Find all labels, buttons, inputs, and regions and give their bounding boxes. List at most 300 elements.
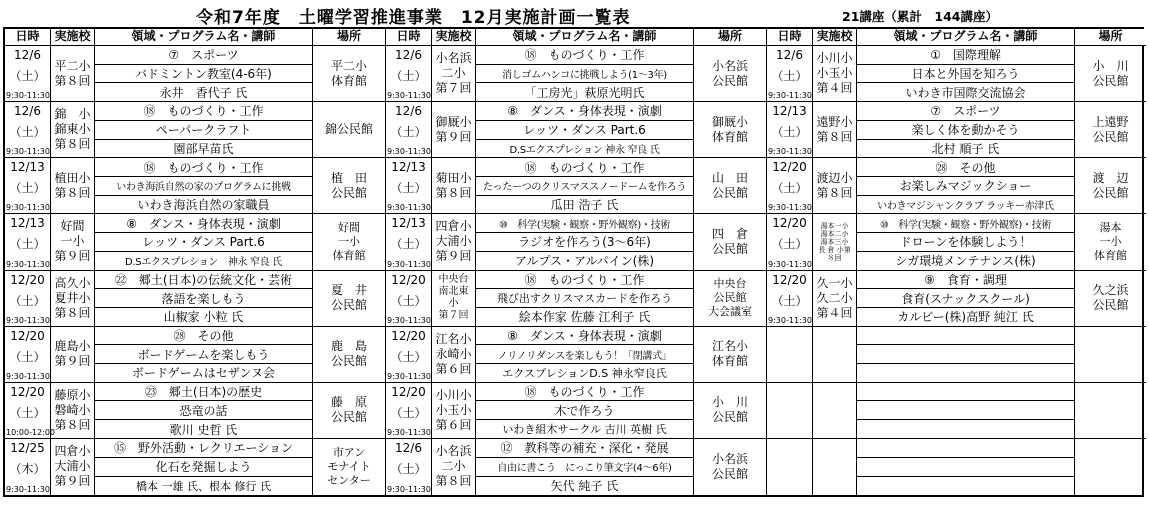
entry-place [313,158,385,213]
school-line: 錦東小 [54,122,91,137]
school-line: 永崎小 [435,346,472,361]
program-title: 恐竜の話 [95,401,312,420]
time-text: 9:30-11:30 [6,91,50,101]
place-line: 一小 [1099,234,1122,248]
date-text: 12/13 [391,160,426,175]
program-title: レッツ・ダンス Part.6 [95,233,312,252]
empty-school [813,327,857,382]
program-instructor: 「工房光」萩原光明氏 [524,85,645,100]
entry-date [767,214,813,269]
program-title: 落語を楽しもう [95,289,312,308]
schedule-cell [5,327,386,383]
empty-place [1075,383,1146,438]
place-line: 小名浜 [711,451,748,466]
entry-school [51,46,95,101]
entry-date [386,271,432,326]
header-school: 実施校 [51,29,95,45]
time-text: 9:30-11:30 [6,147,50,157]
place-line: 体育館 [332,248,366,262]
entry-place [313,383,385,438]
program-instructor: 矢代 純子 氏 [550,479,619,494]
program-instructor: 北村 順子 氏 [931,141,1000,156]
program-instructor: いわきマジシャンクラブ ラッキー赤津氏 [877,201,1054,212]
entry-date [386,439,432,495]
program-field: ⑨ 食育・調理 [857,271,1074,290]
weekday-text: （木） [9,461,46,476]
time-text: 9:30-11:30 [387,427,431,437]
place-line: 公民館 [330,185,367,200]
header-col-2 [386,29,767,46]
entry-place [313,214,385,269]
program-title: 飛び出すクリスマスカードを作ろう [476,289,693,308]
time-text: 9:30-11:30 [768,147,812,157]
school-line: 久一小 [816,275,853,290]
program-instructor: いわき市国際交流協会 [905,85,1026,100]
program-instructor: 瓜田 浩子 氏 [550,198,619,212]
school-line: 藤原小 [54,387,91,402]
date-text: 12/25 [10,440,45,455]
entry-school [432,271,476,326]
place-line: モナイト [327,459,371,473]
program-title: いわき海浜自然の家のプログラムに挑戦 [95,177,312,196]
date-text: 12/13 [772,104,807,119]
date-text: 12/6 [14,48,41,62]
entry-place [694,327,766,382]
program-field: ㉘ その他 [857,158,1074,177]
entry-school [813,102,857,157]
entry-place [1075,214,1146,269]
school-line: 第８回 [435,185,472,200]
entry-place [1075,158,1146,213]
program-field: ⑱ ものづくり・工作 [476,46,693,65]
weekday-text: （土） [771,181,808,196]
course-total: 21講座（累計 144講座） [842,9,998,24]
entry-program [476,327,694,382]
schedule-cell [5,46,386,102]
school-line: 一小 [60,234,85,249]
place-line: センター [327,473,371,487]
entry-program [95,214,313,269]
school-line: 南北東 [438,286,469,298]
entry-school [51,271,95,326]
school-line: 湯本二小 [820,229,849,238]
program-instructor: 永井 香代子 氏 [159,85,248,100]
program-field: ⑱ ものづくり・工作 [476,383,693,402]
entry-school [432,383,476,438]
entry-program [476,158,694,213]
entry-program [95,102,313,157]
school-line: 第８回 [54,73,91,88]
place-line: 体育館 [711,354,748,369]
schedule-cell [767,383,1146,439]
schedule-entry [5,214,385,269]
schedule-cell [767,214,1146,270]
weekday-text: （土） [390,237,427,252]
entry-program [857,214,1075,269]
entry-program [476,383,694,438]
entry-date [5,271,51,326]
program-instructor: エクスプレションD.S 神永窄良氏 [502,366,667,380]
program-title: 食育(スナックスクール) [857,289,1074,308]
schedule-cell [386,46,767,102]
school-line: 夏井小 [54,290,91,305]
entry-place [694,271,766,326]
schedule-cell [767,439,1146,495]
school-line: 江名小 [435,331,472,346]
page-title: 令和7年度 土曜学習推進事業 12月実施計画一覧表 [196,8,631,28]
program-field: ⑱ ものづくり・工作 [476,271,693,290]
weekday-text: （土） [9,237,46,252]
program-title: レッツ・ダンス Part.6 [476,121,693,140]
header-program: 領域・プログラム名・講師 [476,29,694,45]
place-line: 公民館 [711,185,748,200]
place-line: 公民館 [711,410,748,425]
schedule-cell [386,102,767,158]
school-line: 菊田小 [435,170,472,185]
place-line: 山 田 [711,170,748,185]
weekday-text: （土） [9,69,46,83]
date-text: 12/20 [772,216,807,231]
entry-date [767,102,813,157]
school-line: 第６回 [435,361,472,376]
empty-entry [767,439,1146,495]
school-line: 第８回 [54,417,91,432]
school-line: 二小 [441,66,466,81]
place-line: 公民館 [330,354,367,369]
entry-place [313,439,385,495]
entry-school [432,158,476,213]
school-line: 好間 [60,219,85,234]
empty-line [857,327,1074,346]
school-line: 第７回 [435,81,472,96]
school-line: 大浦小 [435,234,472,249]
entry-date [386,46,432,101]
place-line: 公民館 [713,291,747,305]
header-col-3 [767,29,1146,46]
school-line: 湯本三小 [820,237,849,246]
entry-date [767,271,813,326]
place-line: 上遠野 [1092,114,1129,129]
empty-entry [767,383,1146,438]
schedule-cell [5,102,386,158]
place-line: 公民館 [330,410,367,425]
schedule-entry [5,271,385,326]
schedule-entry [5,327,385,382]
weekday-text: （土） [771,69,808,83]
school-line: 御厩小 [435,114,472,129]
school-line: 小川小 [816,51,853,66]
entry-program [95,158,313,213]
school-line: 四倉小 [54,444,91,459]
program-title: ボードゲームを楽しもう [95,345,312,364]
empty-line [857,401,1074,420]
time-text: 10:00-12:00 [6,427,55,437]
program-field: ㉓ 郷土(日本)の歴史 [95,383,312,402]
program-title: たったーつのクリスマススノードームを作ろう [476,177,693,196]
place-line: 公民館 [1092,129,1129,144]
empty-school [813,383,857,438]
place-line: 公民館 [1092,298,1129,313]
entry-school [51,102,95,157]
entry-school [813,271,857,326]
school-line: 久二小 [816,290,853,305]
school-line: 第９回 [54,354,91,369]
schedule-entry [386,439,766,495]
school-line: 第４回 [816,81,853,96]
header-program: 領域・プログラム名・講師 [95,29,313,45]
date-text: 12/20 [772,272,807,287]
weekday-text: （土） [9,181,46,196]
schedule-cell [767,102,1146,158]
program-field: ⑮ 野外活動・レクリエーション [95,439,312,458]
school-line: 第８回 [54,185,91,200]
empty-line [857,420,1074,438]
entry-date [767,158,813,213]
schedule-entry [5,46,385,101]
school-line: 二小 [441,459,466,474]
place-line: 植 田 [330,170,367,185]
program-field: ⑱ ものづくり・工作 [95,102,312,121]
school-line: 第９回 [54,249,91,264]
entry-place [694,158,766,213]
place-line: 公民館 [711,466,748,481]
empty-place [1075,327,1146,382]
empty-line [857,439,1074,458]
entry-school [432,46,476,101]
place-line: 体育館 [1094,248,1127,262]
school-line: ８回 [827,253,842,262]
program-field: ⑦ スポーツ [95,46,312,65]
weekday-text: （土） [9,125,46,140]
entry-school [51,439,95,495]
empty-line [857,383,1074,402]
school-line: 第８回 [54,305,91,320]
empty-entry [767,327,1146,382]
entry-school [432,327,476,382]
place-line: 中央台 [713,277,747,291]
schedule-cell [5,271,386,327]
time-text: 9:30-11:30 [6,259,50,269]
empty-place [1075,439,1146,495]
program-field: ㉒ 郷土(日本)の伝統文化・芸術 [95,271,312,290]
program-instructor: いわき海浜自然の家職員 [137,198,270,212]
schedule-entry [5,383,385,438]
program-title: 木で作ろう [476,401,693,420]
place-line: 市アン [332,445,366,459]
school-line: 第４回 [816,305,853,320]
weekday-text: （土） [771,125,808,140]
place-line: 錦公民館 [324,122,373,137]
date-text: 12/13 [10,216,45,231]
schedule-entry [5,439,385,495]
schedule-cell [5,383,386,439]
time-text: 9:30-11:30 [6,371,50,381]
schedule-entry [386,214,766,269]
program-field: ⑧ ダンス・身体表現・演劇 [95,214,312,233]
schedule-cell [767,327,1146,383]
weekday-text: （土） [771,293,808,308]
schedule-cell [386,214,767,270]
school-line: 平二小 [54,58,91,73]
program-instructor: 歌川 史哲 氏 [169,422,238,437]
school-line: 中央台 [438,274,469,286]
weekday-text: （土） [390,405,427,420]
header-place: 場所 [336,29,361,43]
schedule-cell [386,271,767,327]
program-field: ⑧ ダンス・身体表現・演劇 [476,102,693,121]
date-text: 12/20 [772,160,807,175]
entry-place [313,102,385,157]
schedule-cell [386,383,767,439]
date-text: 12/6 [395,104,422,119]
entry-school [432,102,476,157]
entry-date [5,439,51,495]
schedule-entry [386,383,766,438]
entry-school [51,214,95,269]
entry-school [813,158,857,213]
entry-program [857,158,1075,213]
program-title: 自由に書こう にっこり筆文字(4～6年) [476,458,693,477]
place-line: 久之浜 [1092,283,1129,298]
date-text: 12/13 [10,160,45,175]
school-line: 錦 小 [54,107,91,122]
entry-place [694,214,766,269]
place-line: 湯本 [1099,220,1122,234]
weekday-text: （土） [390,125,427,140]
school-line: 小玉小 [435,402,472,417]
entry-date [5,214,51,269]
time-text: 9:30-11:30 [387,91,431,101]
entry-date [386,383,432,438]
schedule-entry [386,158,766,213]
school-line: 第８回 [54,137,91,152]
schedule-table [3,27,1144,497]
header-date: 日時 [767,29,813,45]
place-line: 公民館 [711,73,748,88]
date-text: 12/20 [10,384,45,399]
date-text: 12/13 [391,216,426,231]
entry-date [5,327,51,382]
entry-date [386,327,432,382]
program-field: ① 国際理解 [857,46,1074,65]
empty-school [813,439,857,495]
entry-place [313,271,385,326]
weekday-text: （土） [9,349,46,364]
empty-date [767,327,813,382]
entry-place [1075,102,1146,157]
date-text: 12/20 [391,272,426,287]
time-text: 9:30-11:30 [387,371,431,381]
place-line: 小名浜 [711,58,748,73]
entry-school [51,383,95,438]
schedule-entry [5,102,385,157]
place-line: 体育館 [330,73,367,88]
entry-date [767,46,813,101]
weekday-text: （土） [390,181,427,196]
program-title: ドローンを体験しよう！ [857,233,1074,252]
time-text: 9:30-11:30 [768,259,812,269]
weekday-text: （土） [390,349,427,364]
schedule-cell [386,158,767,214]
place-line: 小 川 [711,395,748,410]
school-line: 第８回 [435,474,472,489]
entry-program [476,102,694,157]
schedule-entry [767,158,1146,213]
schedule-entry [767,46,1146,101]
weekday-text: （土） [771,237,808,252]
time-text: 9:30-11:30 [387,485,431,494]
place-line: 大会議室 [708,305,752,319]
entry-program [476,439,694,495]
entry-date [5,102,51,157]
header-place: 場所 [1098,29,1123,43]
place-line: 公民館 [711,241,748,256]
schedule-entry [386,327,766,382]
school-line: 小川小 [435,387,472,402]
program-title: 消しゴムハンコに挑戦しよう(1～3年) [476,65,693,84]
schedule-entry [767,214,1146,269]
school-line: 小 [448,298,459,310]
schedule-entry [386,46,766,101]
weekday-text: （土） [9,293,46,308]
entry-program [857,46,1075,101]
entry-place [694,102,766,157]
entry-program [95,271,313,326]
empty-line [857,477,1074,495]
place-line: 江名小 [711,339,748,354]
schedule-cell [386,327,767,383]
entry-program [95,439,313,495]
place-line: 小 川 [1092,58,1129,73]
empty-program [857,439,1075,495]
program-instructor: シガ環境メンテナンス(株) [895,254,1036,269]
place-line: 一小 [338,234,360,248]
school-line: 小玉小 [816,66,853,81]
schedule-cell [767,46,1146,102]
program-instructor: 橋本 一雄 氏、根本 修行 氏 [136,479,271,493]
school-line: 第７回 [438,310,469,322]
place-line: 公民館 [1092,73,1129,88]
empty-program [857,327,1075,382]
entry-place [694,383,766,438]
schedule-cell [5,214,386,270]
time-text: 9:30-11:30 [6,485,50,494]
entry-school [51,158,95,213]
time-text: 9:30-11:30 [387,147,431,157]
program-title: 日本と外国を知ろう [857,65,1074,84]
schedule-cell [386,439,767,495]
date-text: 12/6 [395,48,422,62]
schedule-entry [386,271,766,326]
entry-school [813,214,857,269]
school-line: 湯本一小 [820,221,849,230]
program-instructor: アルプス・アルパイン(株) [514,254,655,269]
school-line: 小名浜 [435,444,472,459]
schedule-cell [767,271,1146,327]
time-text: 9:30-11:30 [768,315,812,325]
program-field: ⑱ ものづくり・工作 [476,158,693,177]
time-text: 9:30-11:30 [387,315,431,325]
weekday-text: （土） [9,405,46,420]
school-line: 大浦小 [54,459,91,474]
time-text: 9:30-11:30 [6,315,50,325]
place-line: 平二小 [330,58,367,73]
date-text: 12/20 [10,328,45,343]
entry-program [476,214,694,269]
entry-date [5,158,51,213]
school-line: 遠野小 [816,114,853,129]
entry-program [476,46,694,101]
